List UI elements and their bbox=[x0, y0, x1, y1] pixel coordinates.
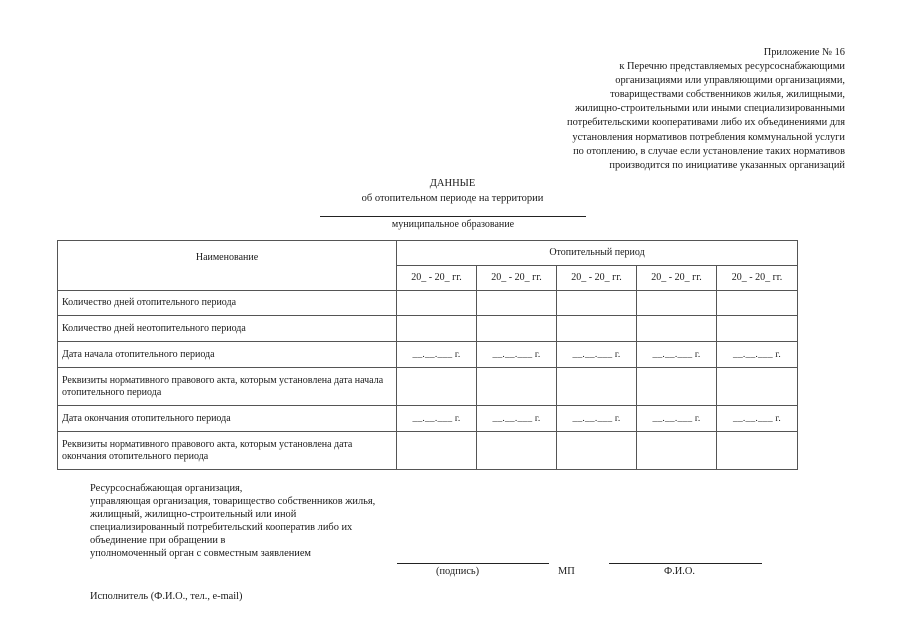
document-title: ДАННЫЕ bbox=[429, 178, 476, 189]
value-cell[interactable] bbox=[477, 291, 557, 316]
applicant-line: специализированный потребительский кооператив либо их bbox=[90, 521, 353, 533]
table-row bbox=[58, 342, 798, 368]
header-year: 20_ - 20_ гг. bbox=[717, 266, 798, 291]
value-cell[interactable] bbox=[557, 432, 637, 470]
territory-caption: муниципальное образование bbox=[391, 219, 515, 230]
value-cell[interactable] bbox=[557, 368, 637, 406]
fio-line[interactable] bbox=[609, 563, 762, 564]
value-cell[interactable]: __.__.___ г. bbox=[717, 406, 798, 432]
value-cell[interactable]: __.__.___ г. bbox=[637, 342, 717, 368]
fio-label: Ф.И.О. bbox=[664, 566, 696, 577]
applicant-line: управляющая организация, товарищество собственников жилья, bbox=[90, 495, 376, 507]
table-row bbox=[58, 406, 798, 432]
applicant-block bbox=[90, 483, 375, 560]
applicant-line: Ресурсоснабжающая организация, bbox=[90, 483, 243, 494]
header-name-label: Наименование bbox=[195, 251, 259, 263]
row-label: Количество дней неотопительного периода bbox=[58, 316, 397, 342]
value-cell[interactable]: __.__.___ г. bbox=[397, 342, 477, 368]
row-label: Дата начала отопительного периода bbox=[58, 342, 397, 368]
signature-line[interactable] bbox=[397, 563, 549, 564]
appendix-line: организациями или управляющими организациями, bbox=[615, 75, 845, 87]
appendix-line: Приложение № 16 bbox=[763, 47, 845, 58]
value-cell[interactable] bbox=[717, 316, 798, 342]
applicant-line: объединение при обращении в bbox=[90, 534, 226, 546]
value-cell[interactable] bbox=[717, 432, 798, 470]
value-cell[interactable] bbox=[557, 291, 637, 316]
header-year: 20_ - 20_ гг. bbox=[557, 266, 637, 291]
value-cell[interactable] bbox=[717, 368, 798, 406]
value-cell[interactable]: __.__.___ г. bbox=[397, 406, 477, 432]
table-row bbox=[58, 368, 798, 406]
value-cell[interactable] bbox=[637, 368, 717, 406]
appendix-line: потребительскими кооперативами либо их объединениями для bbox=[567, 117, 845, 129]
value-cell[interactable] bbox=[477, 368, 557, 406]
value-cell[interactable]: __.__.___ г. bbox=[637, 406, 717, 432]
value-cell[interactable]: __.__.___ г. bbox=[557, 342, 637, 368]
row-label: Количество дней отопительного периода bbox=[58, 291, 397, 316]
value-cell[interactable]: __.__.___ г. bbox=[557, 406, 637, 432]
row-label: Реквизиты нормативного правового акта, которым установлена дата начала отопительного периода bbox=[58, 368, 397, 406]
table-row bbox=[58, 432, 798, 470]
applicant-line: жилищный, жилищно-строительный или иной bbox=[90, 508, 297, 520]
row-label: Реквизиты нормативного правового акта, которым установлена дата окончания отопительного периода bbox=[58, 432, 397, 470]
header-year: 20_ - 20_ гг. bbox=[477, 266, 557, 291]
territory-input-line[interactable] bbox=[320, 216, 586, 217]
table-row bbox=[58, 291, 798, 316]
table-row bbox=[58, 316, 798, 342]
header-heating-period: Отопительный период bbox=[397, 241, 798, 266]
signature-label: (подпись) bbox=[436, 566, 480, 577]
value-cell[interactable] bbox=[717, 291, 798, 316]
appendix-line: жилищно-строительными или иными специализированными bbox=[574, 103, 845, 115]
appendix-line: производится по инициативе указанных организаций bbox=[609, 159, 845, 171]
value-cell[interactable] bbox=[637, 316, 717, 342]
appendix-line: товариществами собственников жилья, жилищными, bbox=[610, 89, 845, 101]
stamp-label: МП bbox=[558, 566, 575, 577]
value-cell[interactable] bbox=[397, 291, 477, 316]
value-cell[interactable] bbox=[477, 316, 557, 342]
appendix-line: по отоплению, в случае если установление таких нормативов bbox=[573, 145, 845, 157]
appendix-line: к Перечню представляемых ресурсоснабжающими bbox=[619, 61, 845, 73]
value-cell[interactable] bbox=[557, 316, 637, 342]
document-subtitle: об отопительном периоде на территории bbox=[361, 193, 544, 204]
header-year: 20_ - 20_ гг. bbox=[637, 266, 717, 291]
value-cell[interactable]: __.__.___ г. bbox=[477, 406, 557, 432]
applicant-line: уполномоченный орган с совместным заявлением bbox=[90, 547, 312, 559]
appendix-header bbox=[485, 46, 845, 173]
value-cell[interactable] bbox=[637, 291, 717, 316]
appendix-line: установления нормативов потребления коммунальной услуги bbox=[572, 131, 845, 143]
value-cell[interactable]: __.__.___ г. bbox=[717, 342, 798, 368]
executor-label: Исполнитель (Ф.И.О., тел., e-mail) bbox=[90, 591, 243, 602]
value-cell[interactable] bbox=[477, 432, 557, 470]
value-cell[interactable] bbox=[397, 368, 477, 406]
header-name bbox=[58, 241, 397, 291]
value-cell[interactable] bbox=[397, 316, 477, 342]
value-cell[interactable]: __.__.___ г. bbox=[477, 342, 557, 368]
row-label: Дата окончания отопительного периода bbox=[58, 406, 397, 432]
value-cell[interactable] bbox=[397, 432, 477, 470]
heating-period-table bbox=[57, 240, 798, 470]
header-year: 20_ - 20_ гг. bbox=[397, 266, 477, 291]
value-cell[interactable] bbox=[637, 432, 717, 470]
